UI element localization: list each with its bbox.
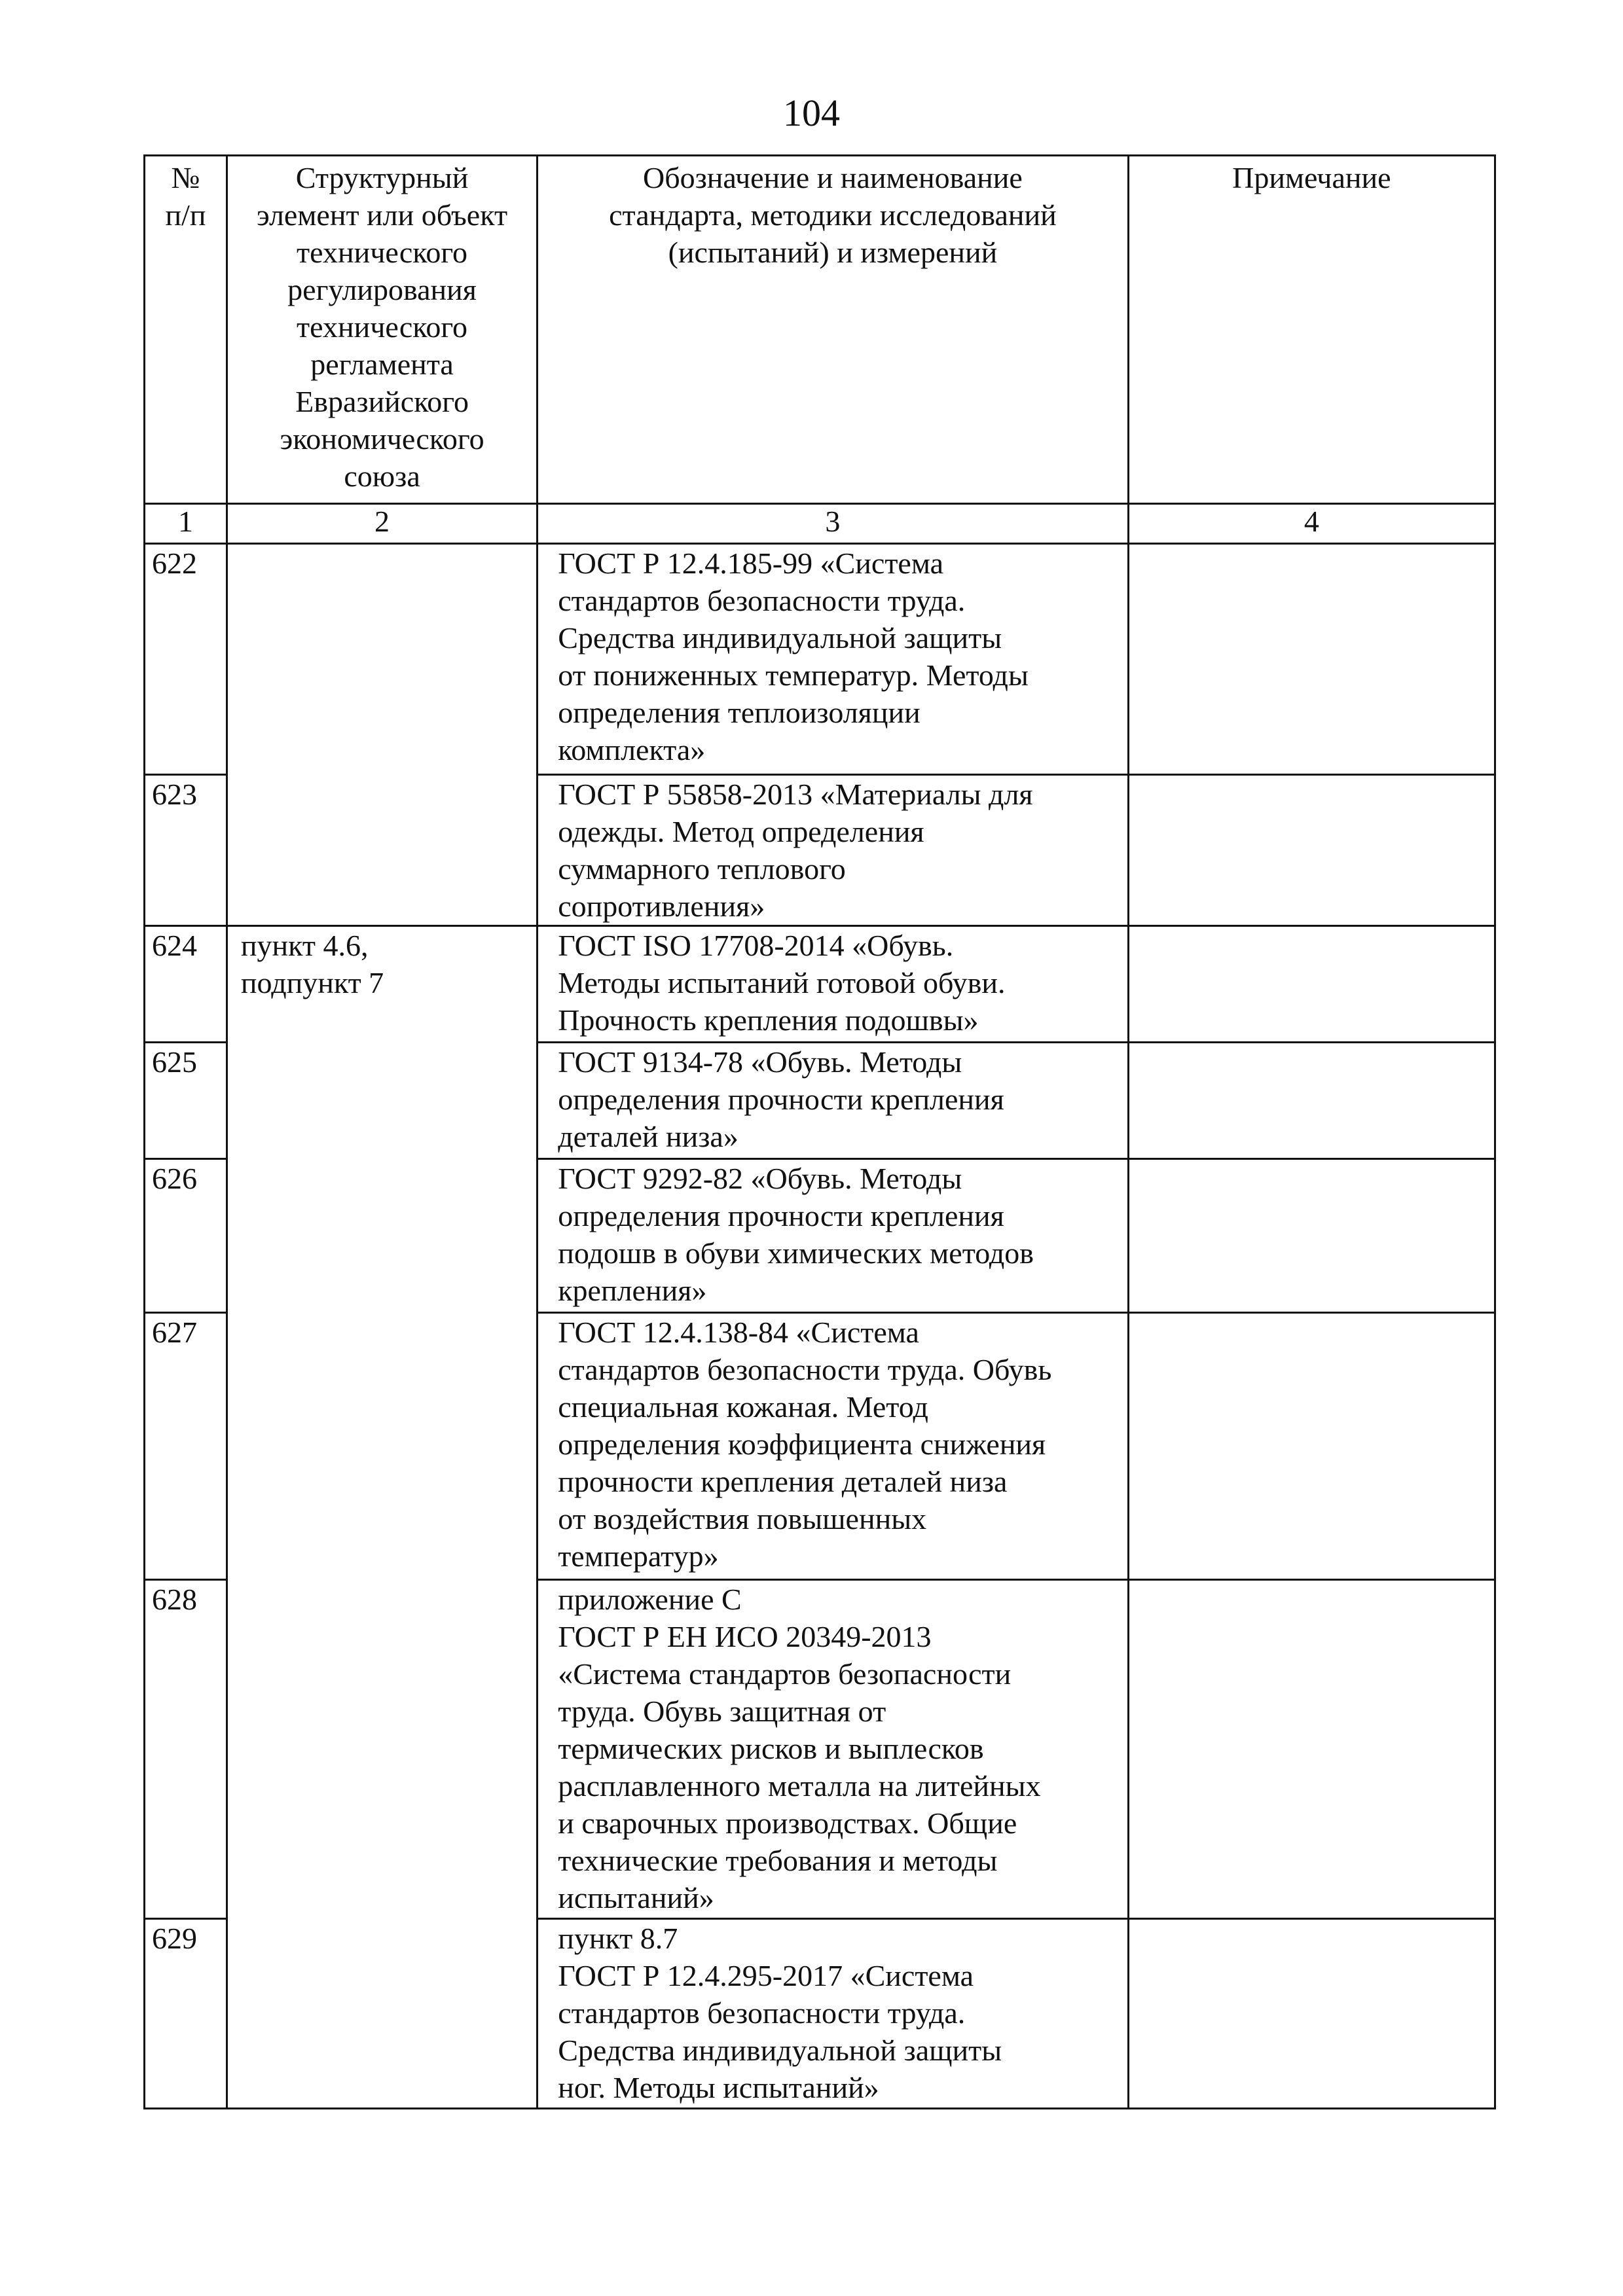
row-number: 622 [145,544,227,775]
header-number: № п/п [145,156,227,504]
table-row [145,926,1495,1043]
table-row [145,544,1495,775]
row-number: 626 [145,1159,227,1313]
row-standard: приложение С ГОСТ Р ЕН ИСО 20349-2013 «Система стандартов безопасности труда. Обувь защитная от термических рисков и выплесков расплавленного металла на литейных и сварочных производствах. Общие технические требования и методы испытаний» [538,1580,1128,1919]
row-note [1128,775,1495,926]
header-standard: Обозначение и наименование стандарта, методики исследований (испытаний) и измерений [538,156,1128,504]
row-element [227,544,537,926]
row-standard: пункт 8.7 ГОСТ Р 12.4.295-2017 «Система стандартов безопасности труда. Средства индивидуальной защиты ног. Методы испытаний» [538,1919,1128,2109]
header-note: Примечание [1128,156,1495,504]
column-number: 3 [538,504,1128,544]
table-header-row [145,156,1495,504]
row-element: пункт 4.6, подпункт 7 [227,926,537,2109]
row-number: 627 [145,1313,227,1580]
row-number: 624 [145,926,227,1043]
row-standard: ГОСТ Р 12.4.185-99 «Система стандартов безопасности труда. Средства индивидуальной защиты от пониженных температур. Методы определения теплоизоляции комплекта» [538,544,1128,775]
column-number: 4 [1128,504,1495,544]
row-number: 628 [145,1580,227,1919]
row-note [1128,1313,1495,1580]
column-number-row [145,504,1495,544]
row-note [1128,544,1495,775]
page-number: 104 [783,92,840,134]
row-standard: ГОСТ Р 55858-2013 «Материалы для одежды. Метод определения суммарного теплового сопротивления» [538,775,1128,926]
row-number: 625 [145,1043,227,1159]
row-standard: ГОСТ 9292-82 «Обувь. Методы определения прочности крепления подошв в обуви химических методов крепления» [538,1159,1128,1313]
row-note [1128,1580,1495,1919]
standards-table [143,154,1496,2109]
row-note [1128,1159,1495,1313]
row-note [1128,926,1495,1043]
row-standard: ГОСТ 9134-78 «Обувь. Методы определения прочности крепления деталей низа» [538,1043,1128,1159]
row-standard: ГОСТ ISO 17708-2014 «Обувь. Методы испытаний готовой обуви. Прочность крепления подошвы» [538,926,1128,1043]
column-number: 2 [227,504,537,544]
row-number: 629 [145,1919,227,2109]
column-number: 1 [145,504,227,544]
row-number: 623 [145,775,227,926]
row-note [1128,1919,1495,2109]
header-element: Структурный элемент или объект технического регулирования технического регламента Евразийского экономического союза [227,156,537,504]
row-note [1128,1043,1495,1159]
row-standard: ГОСТ 12.4.138-84 «Система стандартов безопасности труда. Обувь специальная кожаная. Метод определения коэффициента снижения прочности крепления деталей низа от воздействия повышенных температур» [538,1313,1128,1580]
